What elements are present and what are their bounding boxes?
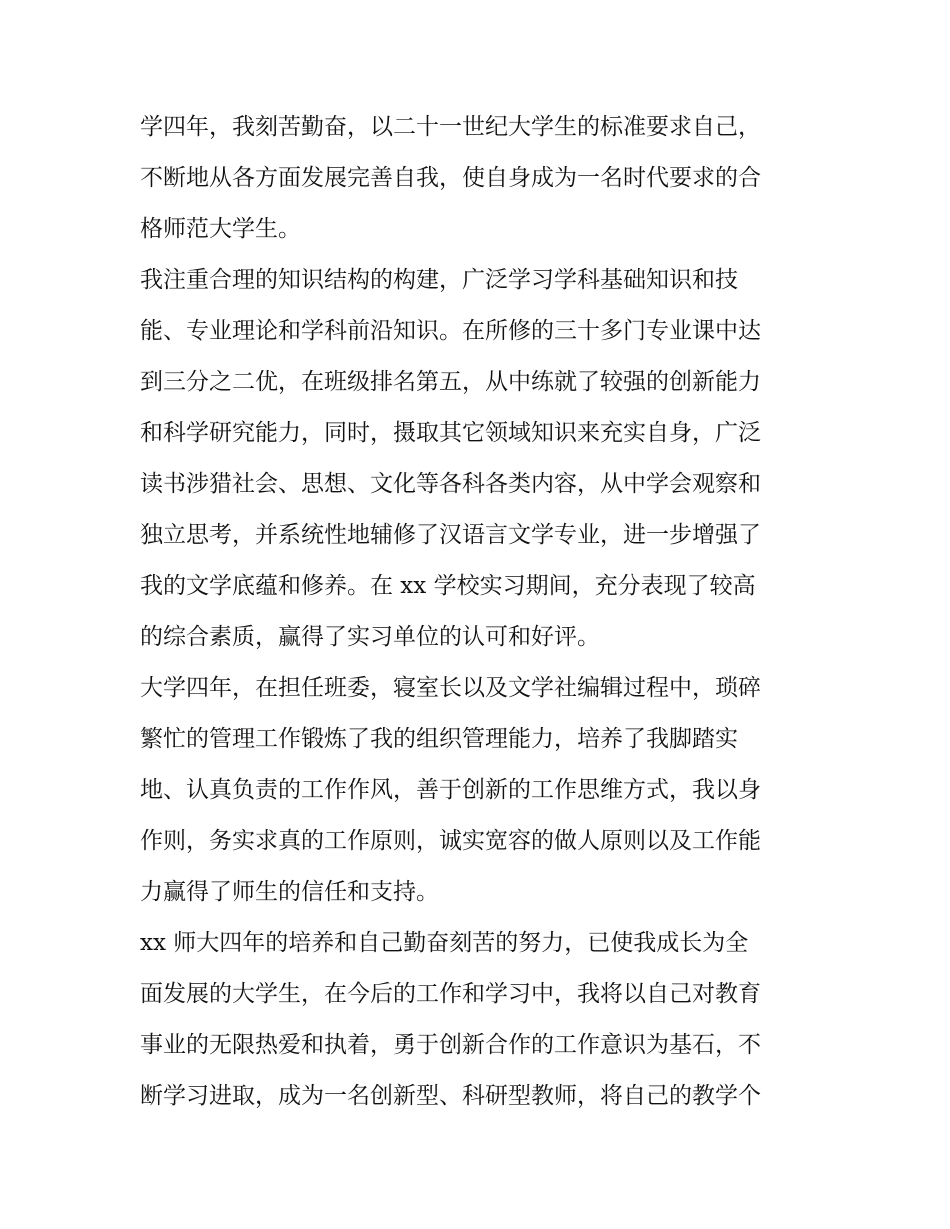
text-line: 我注重合理的知识结构的构建，广泛学习学科基础知识和技 xyxy=(140,267,738,293)
text-line: xx 师大四年的培养和自己勤奋刻苦的努力，已使我成长为全 xyxy=(140,930,749,956)
text-line: 力赢得了师生的信任和支持。 xyxy=(140,879,439,905)
text-line: 作则，务实求真的工作原则，诚实宽容的做人原则以及工作能 xyxy=(140,828,761,854)
text-line: 我的文学底蕴和修养。在 xx 学校实习期间，充分表现了较高 xyxy=(140,573,756,599)
text-line: 不断地从各方面发展完善自我，使自身成为一名时代要求的合 xyxy=(140,165,761,191)
paragraph-3 xyxy=(140,663,820,918)
document-body xyxy=(140,102,820,1122)
text-line: 的综合素质，赢得了实习单位的认可和好评。 xyxy=(140,624,600,650)
text-line: 面发展的大学生，在今后的工作和学习中，我将以自己对教育 xyxy=(140,981,761,1007)
text-line: 格师范大学生。 xyxy=(140,216,301,242)
text-line: 能、专业理论和学科前沿知识。在所修的三十多门专业课中达 xyxy=(140,318,761,344)
paragraph-4 xyxy=(140,918,820,1122)
text-line: 地、认真负责的工作作风，善于创新的工作思维方式，我以身 xyxy=(140,777,761,803)
paragraph-1 xyxy=(140,102,820,255)
text-line: 大学四年，在担任班委，寝室长以及文学社编辑过程中，琐碎 xyxy=(140,675,761,701)
text-line: 繁忙的管理工作锻炼了我的组织管理能力，培养了我脚踏实 xyxy=(140,726,738,752)
text-line: 断学习进取，成为一名创新型、科研型教师，将自己的教学个 xyxy=(140,1083,761,1109)
paragraph-2 xyxy=(140,255,820,663)
text-line: 独立思考，并系统性地辅修了汉语言文学专业，进一步增强了 xyxy=(140,522,761,548)
text-line: 到三分之二优，在班级排名第五，从中练就了较强的创新能力 xyxy=(140,369,761,395)
text-line: 学四年，我刻苦勤奋，以二十一世纪大学生的标准要求自己， xyxy=(140,114,761,140)
text-line: 和科学研究能力，同时，摄取其它领域知识来充实自身，广泛 xyxy=(140,420,761,446)
text-line: 事业的无限热爱和执着，勇于创新合作的工作意识为基石，不 xyxy=(140,1032,761,1058)
text-line: 读书涉猎社会、思想、文化等各科各类内容，从中学会观察和 xyxy=(140,471,761,497)
